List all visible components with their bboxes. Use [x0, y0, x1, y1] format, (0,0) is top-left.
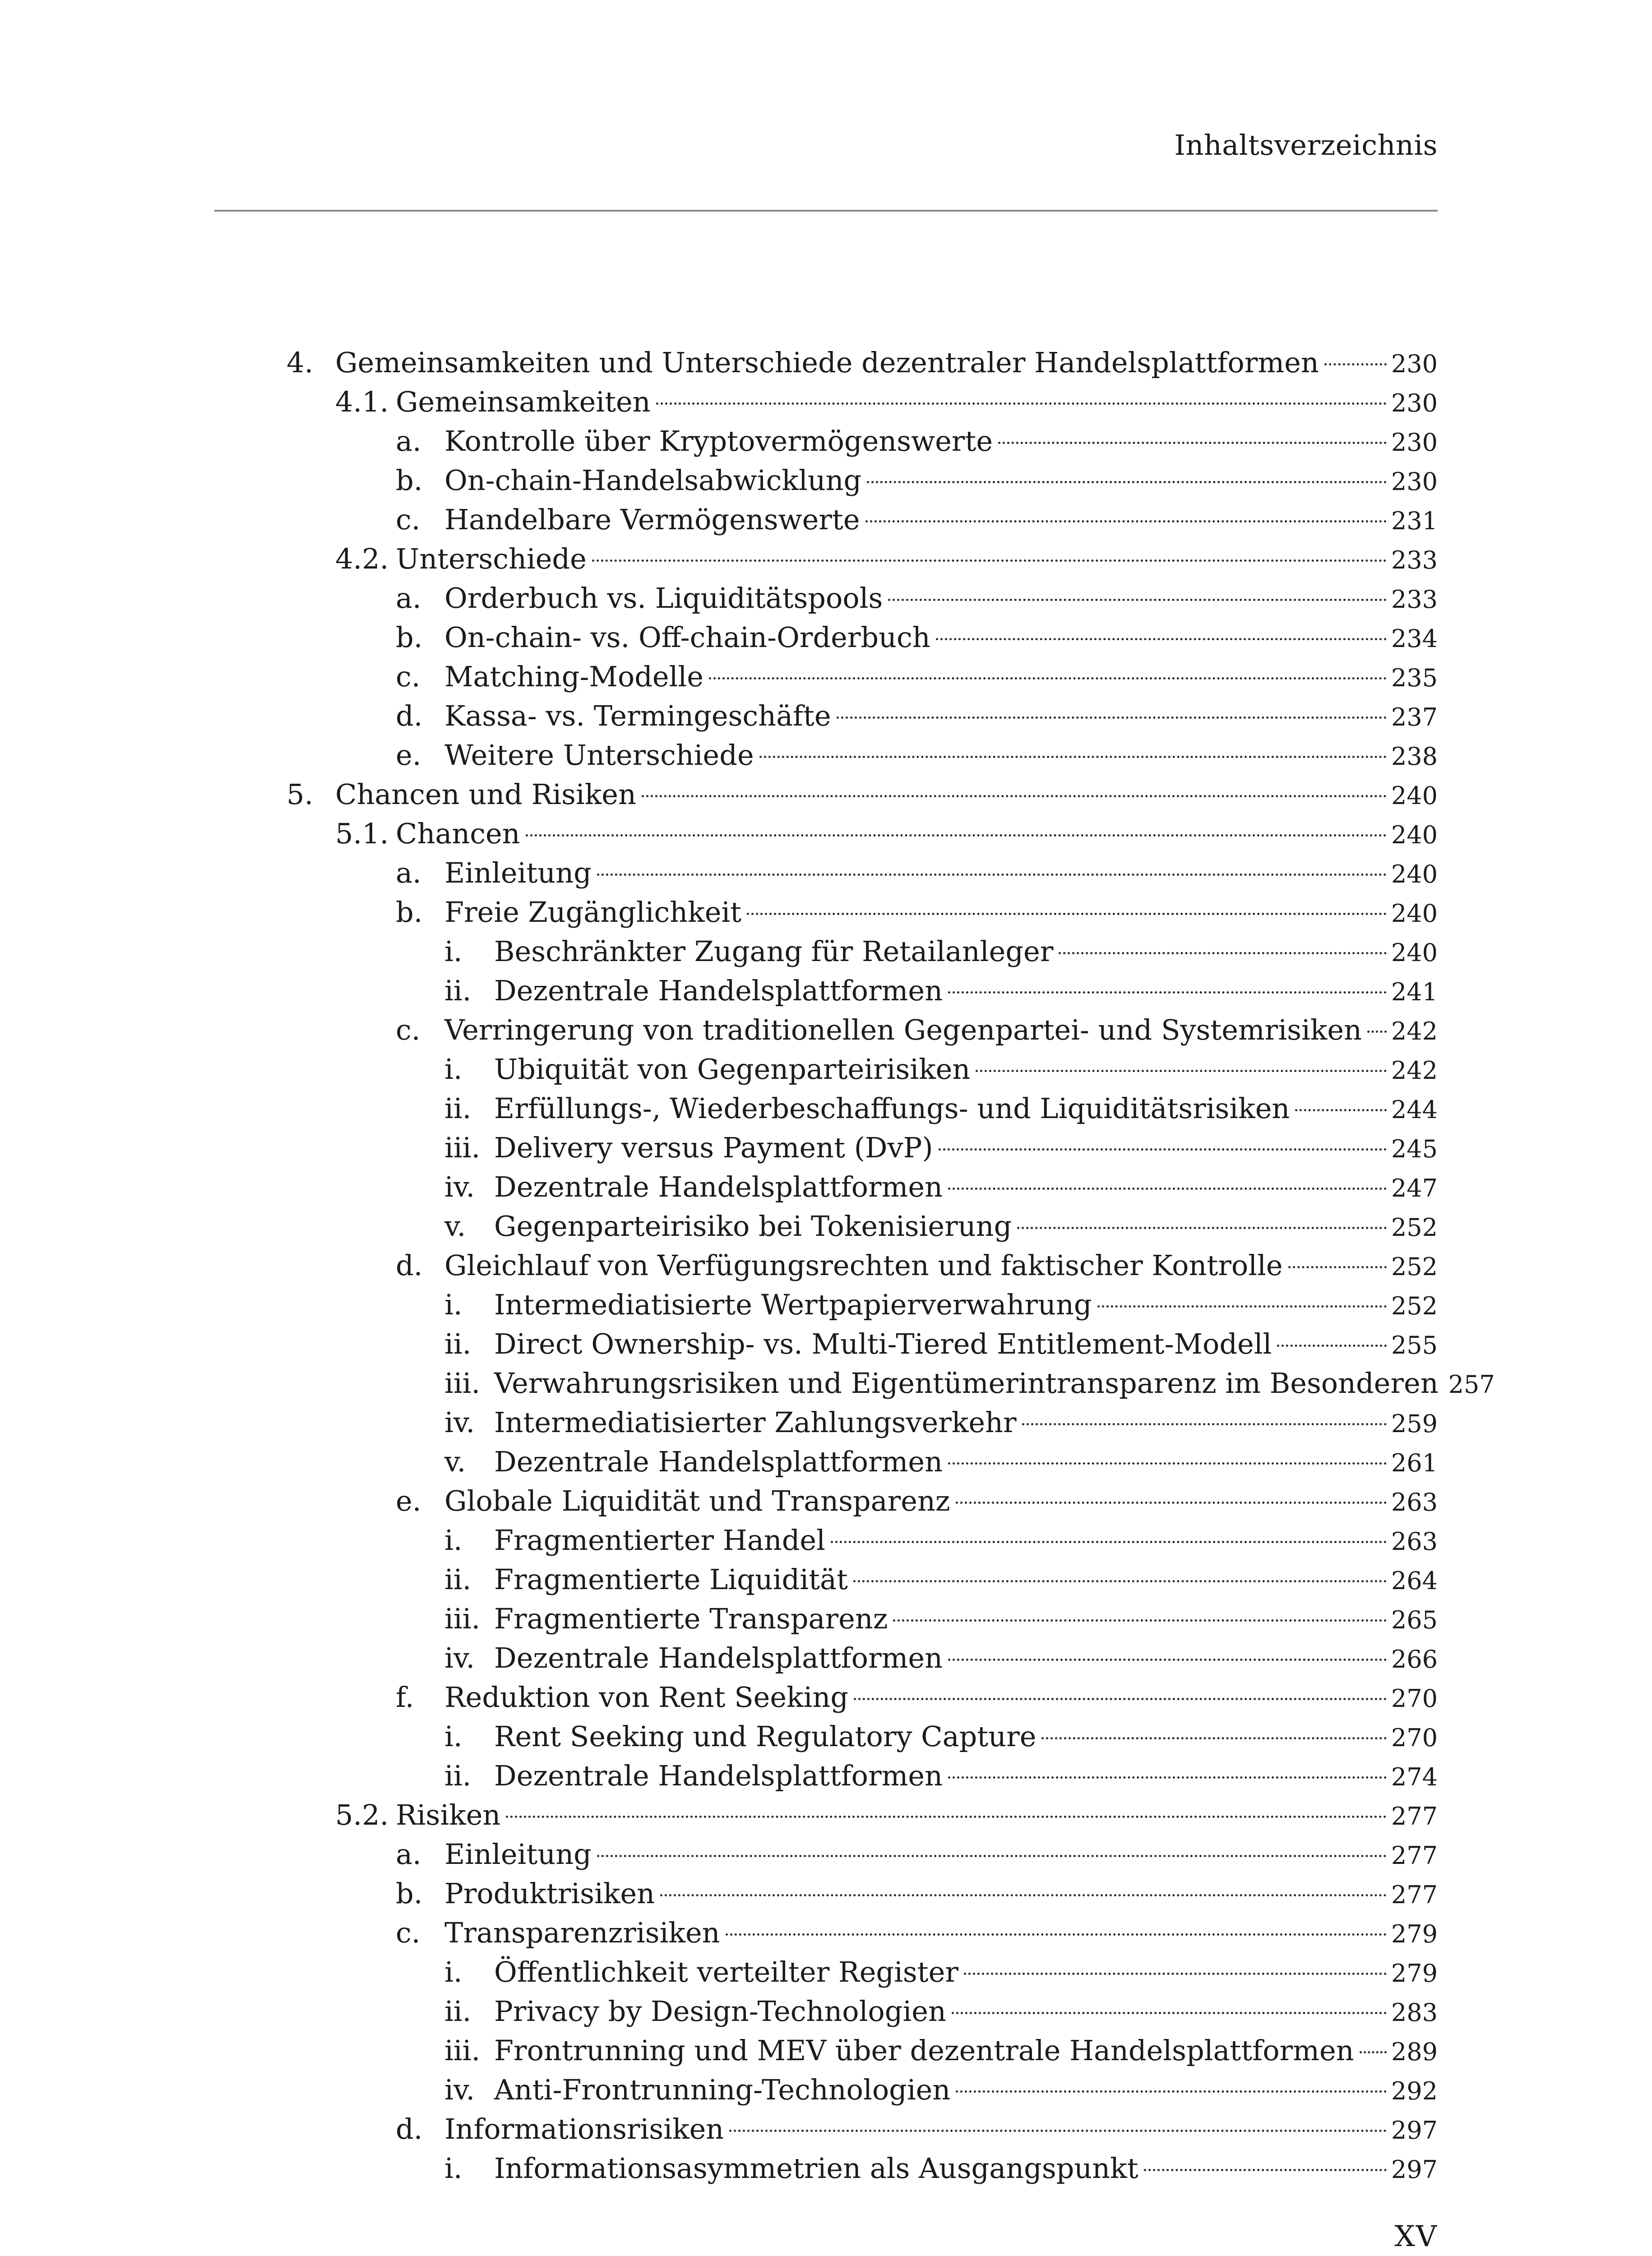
toc-entry-number: v. — [444, 1445, 466, 1478]
toc-entry[interactable] — [214, 932, 1438, 971]
toc-entry[interactable] — [214, 2109, 1438, 2149]
toc-entry-number: iv. — [444, 1406, 475, 1439]
dot-leader — [592, 559, 1387, 562]
dot-leader — [948, 991, 1387, 994]
toc-entry-title: Intermediatisierter Zahlungsverkehr — [494, 1406, 1017, 1439]
toc-entry[interactable] — [214, 461, 1438, 500]
toc-entry[interactable] — [214, 1207, 1438, 1246]
dot-leader — [729, 2130, 1387, 2132]
toc-entry-line — [494, 2070, 1438, 2111]
toc-entry[interactable] — [214, 421, 1438, 461]
toc-entry-number: iii. — [444, 1131, 481, 1164]
toc-entry-title: Dezentrale Handelsplattformen — [494, 974, 943, 1007]
toc-entry[interactable] — [214, 1952, 1438, 1992]
toc-entry[interactable] — [214, 1403, 1438, 1442]
dot-leader — [709, 677, 1387, 680]
toc-entry[interactable] — [214, 1442, 1438, 1481]
toc-entry-title: Kassa- vs. Termingeschäfte — [444, 699, 831, 732]
toc-entry-title: Fragmentierter Handel — [494, 1524, 825, 1557]
dot-leader — [867, 481, 1387, 483]
dot-leader — [1097, 1305, 1387, 1308]
dot-leader — [1324, 363, 1387, 365]
toc-entry-page: 289 — [1391, 2038, 1438, 2066]
toc-entry-line — [494, 1167, 1438, 1208]
toc-entry-number: d. — [396, 699, 423, 732]
toc-entry-line — [494, 1521, 1438, 1561]
dot-leader — [1022, 1423, 1387, 1425]
toc-entry-line — [444, 500, 1438, 541]
dot-leader — [964, 1973, 1387, 1975]
toc-entry-line — [444, 1835, 1438, 1875]
toc-entry-page: 252 — [1391, 1292, 1438, 1320]
toc-entry-title: Ubiquität von Gegenparteirisiken — [494, 1053, 971, 1086]
dot-leader — [893, 1619, 1387, 1622]
toc-entry-number: i. — [444, 1288, 463, 1321]
toc-entry[interactable] — [214, 1913, 1438, 1952]
toc-entry[interactable] — [214, 696, 1438, 735]
toc-entry-line — [444, 1874, 1438, 1914]
toc-entry-page: 259 — [1391, 1410, 1438, 1438]
toc-entry-number: iv. — [444, 1641, 475, 1674]
dot-leader — [642, 795, 1387, 797]
toc-entry-title: Handelbare Vermögenswerte — [444, 503, 860, 536]
toc-entry-page: 277 — [1391, 1881, 1438, 1909]
toc-entry[interactable] — [214, 1167, 1438, 1207]
dot-leader — [956, 1502, 1387, 1504]
toc-entry[interactable] — [214, 1324, 1438, 1364]
dot-leader — [865, 520, 1387, 522]
dot-leader — [939, 1148, 1387, 1151]
toc-entry-line — [494, 1442, 1438, 1483]
toc-entry-title: Fragmentierte Liquidität — [494, 1563, 848, 1596]
toc-entry-line — [494, 1403, 1438, 1443]
toc-entry-line — [494, 971, 1438, 1012]
toc-entry-page: 244 — [1391, 1096, 1438, 1124]
toc-entry-number: a. — [396, 425, 421, 458]
toc-entry-page: 242 — [1391, 1017, 1438, 1045]
toc-entry-line — [444, 1246, 1438, 1286]
toc-entry-page: 240 — [1391, 860, 1438, 888]
dot-leader — [976, 1070, 1387, 1072]
toc-entry-page: 240 — [1391, 938, 1438, 967]
toc-entry-title: Chancen — [396, 817, 520, 850]
toc-entry-page: 297 — [1391, 2155, 1438, 2184]
toc-entry-line — [494, 1952, 1438, 1993]
toc-entry-title: Beschränkter Zugang für Retailanleger — [494, 935, 1054, 968]
toc-entry-line — [444, 1913, 1438, 1954]
toc-entry-page: 242 — [1391, 1056, 1438, 1085]
dot-leader — [948, 1776, 1387, 1779]
dot-leader — [831, 1541, 1387, 1543]
toc-entry[interactable] — [214, 539, 1438, 578]
toc-entry-number: d. — [396, 2113, 423, 2145]
dot-leader — [936, 638, 1387, 640]
toc-entry-title: Informationsasymmetrien als Ausgangspunkt — [494, 2152, 1138, 2185]
toc-entry-page: 247 — [1391, 1174, 1438, 1202]
toc-entry[interactable] — [214, 853, 1438, 892]
toc-entry-number: 5. — [287, 778, 314, 811]
toc-entry-number: a. — [396, 856, 421, 889]
dot-leader — [506, 1816, 1387, 1818]
toc-entry-page: 257 — [1448, 1370, 1495, 1399]
toc-entry-page: 261 — [1391, 1449, 1438, 1477]
toc-entry-line — [396, 814, 1438, 855]
toc-entry-line — [444, 421, 1438, 462]
toc-entry-line — [444, 853, 1438, 894]
toc-entry-title: Dezentrale Handelsplattformen — [494, 1641, 943, 1674]
toc-entry-page: 283 — [1391, 1998, 1438, 2027]
toc-entry[interactable] — [214, 1010, 1438, 1049]
toc-entry-number: ii. — [444, 1995, 472, 2028]
toc-entry[interactable] — [214, 1638, 1438, 1678]
toc-entry-number: i. — [444, 1956, 463, 1988]
dot-leader — [948, 1659, 1387, 1661]
toc-entry[interactable] — [214, 500, 1438, 539]
toc-entry[interactable] — [214, 1364, 1495, 1403]
toc-entry-line — [494, 1324, 1438, 1365]
toc-entry[interactable] — [214, 578, 1438, 618]
toc-entry-title: Öffentlichkeit verteilter Register — [494, 1956, 958, 1988]
table-of-contents — [214, 343, 1495, 2188]
toc-entry-line — [396, 382, 1438, 423]
toc-entry-page: 241 — [1391, 978, 1438, 1006]
toc-entry-page: 292 — [1391, 2077, 1438, 2105]
toc-entry[interactable] — [214, 1128, 1438, 1167]
toc-entry-page: 277 — [1391, 1841, 1438, 1870]
dot-leader — [597, 1855, 1387, 1857]
toc-entry-page: 240 — [1391, 899, 1438, 928]
toc-entry-title: Intermediatisierte Wertpapierverwahrung — [494, 1288, 1092, 1321]
toc-entry-line — [444, 892, 1438, 933]
toc-entry-page: 252 — [1391, 1253, 1438, 1281]
toc-entry-number: e. — [396, 739, 421, 772]
toc-entry-line — [444, 657, 1438, 698]
toc-entry-number: 4.1. — [335, 385, 389, 418]
toc-entry-line — [396, 1795, 1438, 1836]
toc-entry-title: Risiken — [396, 1798, 501, 1831]
toc-entry-page: 270 — [1391, 1724, 1438, 1752]
toc-entry-title: Reduktion von Rent Seeking — [444, 1681, 849, 1714]
toc-entry-line — [444, 1678, 1438, 1718]
toc-entry-page: 277 — [1391, 1802, 1438, 1831]
toc-entry-line — [335, 775, 1438, 815]
dot-leader — [853, 1580, 1387, 1582]
toc-entry[interactable] — [214, 971, 1438, 1010]
dot-leader — [597, 874, 1387, 876]
toc-entry-line — [494, 1638, 1438, 1679]
toc-entry[interactable] — [214, 1835, 1438, 1874]
toc-entry[interactable] — [214, 1049, 1438, 1089]
toc-entry-number: v. — [444, 1210, 466, 1243]
toc-entry-page: 238 — [1391, 742, 1438, 771]
toc-entry-line — [444, 2109, 1438, 2150]
toc-entry-line — [494, 1285, 1438, 1326]
toc-entry-number: d. — [396, 1249, 423, 1282]
toc-entry-line — [444, 578, 1438, 619]
toc-entry-number: c. — [396, 1916, 421, 1949]
toc-entry-title: Einleitung — [444, 856, 592, 889]
dot-leader — [747, 913, 1387, 915]
toc-entry-title: Orderbuch vs. Liquiditätspools — [444, 582, 883, 615]
toc-entry-page: 235 — [1391, 664, 1438, 692]
dot-leader — [854, 1698, 1387, 1700]
toc-entry-title: Chancen und Risiken — [335, 778, 636, 811]
toc-entry-title: On-chain- vs. Off-chain-Orderbuch — [444, 621, 930, 654]
toc-entry-number: ii. — [444, 1563, 472, 1596]
toc-entry-title: Verwahrungsrisiken und Eigentümerintransparenz im Besonderen — [494, 1367, 1439, 1400]
toc-entry-title: Anti-Frontrunning-Technologien — [494, 2073, 951, 2106]
toc-entry-number: ii. — [444, 1092, 472, 1125]
dot-leader — [1041, 1737, 1386, 1739]
dot-leader — [1017, 1227, 1387, 1229]
toc-entry-line — [335, 343, 1438, 384]
toc-entry-number: iii. — [444, 2034, 481, 2067]
toc-entry-number: c. — [396, 503, 421, 536]
toc-entry-line — [494, 2149, 1438, 2189]
toc-entry-line — [494, 1756, 1438, 1797]
toc-entry-number: 5.2. — [335, 1798, 389, 1831]
toc-entry-number: iii. — [444, 1602, 481, 1635]
toc-entry[interactable] — [214, 1874, 1438, 1913]
toc-entry-page: 265 — [1391, 1606, 1438, 1634]
toc-entry-line — [494, 1049, 1438, 1090]
toc-entry-title: Kontrolle über Kryptovermögenswerte — [444, 425, 993, 458]
toc-entry-page: 279 — [1391, 1920, 1438, 1948]
toc-entry-title: Privacy by Design-Technologien — [494, 1995, 946, 2028]
toc-entry-page: 233 — [1391, 546, 1438, 574]
toc-entry-number: ii. — [444, 1327, 472, 1360]
toc-entry-title: Dezentrale Handelsplattformen — [494, 1170, 943, 1203]
toc-entry[interactable] — [214, 2070, 1438, 2109]
toc-entry-title: Erfüllungs-, Wiederbeschaffungs- und Liquiditätsrisiken — [494, 1092, 1290, 1125]
toc-entry[interactable] — [214, 2149, 1438, 2188]
toc-entry-title: Gegenparteirisiko bei Tokenisierung — [494, 1210, 1012, 1243]
toc-entry-page: 231 — [1391, 507, 1438, 535]
header-rule — [214, 210, 1438, 212]
dot-leader — [526, 834, 1387, 837]
toc-entry-number: b. — [396, 464, 423, 497]
toc-entry-title: Freie Zugänglichkeit — [444, 896, 742, 929]
toc-entry-title: Produktrisiken — [444, 1877, 655, 1910]
toc-entry[interactable] — [214, 775, 1438, 814]
toc-entry[interactable] — [214, 2031, 1438, 2070]
toc-entry[interactable] — [214, 382, 1438, 421]
toc-entry-line — [444, 696, 1438, 737]
toc-entry-title: Frontrunning und MEV über dezentrale Handelsplattformen — [494, 2034, 1354, 2067]
toc-entry-line — [494, 1364, 1495, 1404]
toc-entry-number: i. — [444, 1524, 463, 1557]
toc-entry-number: b. — [396, 621, 423, 654]
toc-entry-line — [494, 1992, 1438, 2032]
toc-entry[interactable] — [214, 814, 1438, 853]
toc-entry-number: i. — [444, 1720, 463, 1753]
toc-entry[interactable] — [214, 1717, 1438, 1756]
toc-entry-title: Globale Liquidität und Transparenz — [444, 1484, 950, 1517]
toc-entry-page: 297 — [1391, 2116, 1438, 2145]
toc-entry-title: Einleitung — [444, 1838, 592, 1871]
toc-entry-page: 230 — [1391, 389, 1438, 417]
dot-leader — [1295, 1109, 1387, 1111]
toc-entry-title: Rent Seeking und Regulatory Capture — [494, 1720, 1037, 1753]
toc-entry-number: ii. — [444, 1759, 472, 1792]
toc-entry-number: i. — [444, 2152, 463, 2185]
toc-entry-line — [396, 539, 1438, 580]
toc-entry-line — [444, 461, 1438, 501]
toc-entry[interactable] — [214, 1992, 1438, 2031]
toc-entry[interactable] — [214, 1678, 1438, 1717]
toc-entry-line — [494, 1207, 1438, 1247]
toc-entry-number: 4.2. — [335, 542, 389, 575]
toc-entry-number: e. — [396, 1484, 421, 1517]
dot-leader — [948, 1462, 1387, 1465]
toc-entry[interactable] — [214, 1089, 1438, 1128]
toc-entry-page: 230 — [1391, 350, 1438, 378]
dot-leader — [998, 442, 1387, 444]
toc-entry[interactable] — [214, 1560, 1438, 1599]
toc-entry-number: iii. — [444, 1367, 481, 1400]
toc-entry-line — [444, 618, 1438, 658]
toc-entry-number: i. — [444, 1053, 463, 1086]
toc-entry-number: c. — [396, 1013, 421, 1046]
toc-entry-page: 264 — [1391, 1567, 1438, 1595]
toc-entry-line — [444, 1010, 1438, 1051]
toc-entry-page: 233 — [1391, 585, 1438, 614]
toc-entry-title: Gemeinsamkeiten und Unterschiede dezentraler Handelsplattformen — [335, 346, 1319, 379]
toc-entry-page: 230 — [1391, 428, 1438, 457]
toc-entry-page: 234 — [1391, 624, 1438, 653]
dot-leader — [948, 1188, 1387, 1190]
toc-entry-line — [444, 1481, 1438, 1522]
toc-entry[interactable] — [214, 1285, 1438, 1324]
toc-entry[interactable] — [214, 1795, 1438, 1835]
toc-entry-title: Delivery versus Payment (DvP) — [494, 1131, 933, 1164]
toc-entry-page: 237 — [1391, 703, 1438, 731]
toc-entry[interactable] — [214, 343, 1438, 382]
toc-entry[interactable] — [214, 657, 1438, 696]
dot-leader — [726, 1933, 1387, 1936]
toc-entry-number: a. — [396, 582, 421, 615]
dot-leader — [759, 756, 1387, 758]
dot-leader — [1288, 1266, 1387, 1268]
toc-entry-title: Fragmentierte Transparenz — [494, 1602, 888, 1635]
toc-entry-page: 263 — [1391, 1488, 1438, 1516]
toc-entry[interactable] — [214, 1481, 1438, 1521]
toc-entry-number: c. — [396, 660, 421, 693]
toc-entry[interactable] — [214, 1521, 1438, 1560]
toc-entry-page: 245 — [1391, 1135, 1438, 1163]
toc-entry-line — [494, 1089, 1438, 1129]
dot-leader — [1367, 1031, 1387, 1033]
toc-entry-title: Gleichlauf von Verfügungsrechten und faktischer Kontrolle — [444, 1249, 1283, 1282]
toc-entry-title: Transparenzrisiken — [444, 1916, 720, 1949]
dot-leader — [660, 1894, 1387, 1896]
dot-leader — [1059, 952, 1387, 954]
toc-entry-number: b. — [396, 1877, 423, 1910]
toc-entry-title: Dezentrale Handelsplattformen — [494, 1445, 943, 1478]
toc-entry-page: 279 — [1391, 1959, 1438, 1988]
toc-entry-title: Direct Ownership- vs. Multi-Tiered Entitlement-Modell — [494, 1327, 1272, 1360]
toc-entry-page: 240 — [1391, 781, 1438, 810]
toc-entry-line — [494, 1128, 1438, 1169]
toc-entry-title: Verringerung von traditionellen Gegenpartei- und Systemrisiken — [444, 1013, 1362, 1046]
toc-entry-line — [444, 735, 1438, 776]
toc-entry-number: i. — [444, 935, 463, 968]
toc-entry-title: Dezentrale Handelsplattformen — [494, 1759, 943, 1792]
page-number: XV — [1394, 2220, 1438, 2253]
dot-leader — [656, 402, 1387, 405]
toc-entry-page: 266 — [1391, 1645, 1438, 1674]
toc-entry-title: Unterschiede — [396, 542, 587, 575]
toc-entry-title: Matching-Modelle — [444, 660, 703, 693]
toc-entry-page: 230 — [1391, 467, 1438, 496]
toc-entry-title: On-chain-Handelsabwicklung — [444, 464, 862, 497]
toc-entry-number: iv. — [444, 2073, 475, 2106]
toc-entry-line — [494, 1599, 1438, 1640]
toc-entry-line — [494, 932, 1438, 972]
toc-entry-title: Informationsrisiken — [444, 2113, 724, 2145]
toc-entry-number: 5.1. — [335, 817, 389, 850]
toc-entry[interactable] — [214, 1599, 1438, 1638]
toc-entry-title: Gemeinsamkeiten — [396, 385, 651, 418]
toc-entry-number: b. — [396, 896, 423, 929]
toc-entry[interactable] — [214, 1756, 1438, 1795]
toc-entry[interactable] — [214, 618, 1438, 657]
toc-entry[interactable] — [214, 735, 1438, 775]
toc-entry-page: 255 — [1391, 1331, 1438, 1359]
dot-leader — [952, 2012, 1387, 2014]
toc-entry-number: f. — [396, 1681, 414, 1714]
dot-leader — [837, 717, 1387, 719]
toc-entry-page: 270 — [1391, 1684, 1438, 1713]
dot-leader — [1144, 2169, 1387, 2171]
toc-entry-page: 240 — [1391, 821, 1438, 849]
toc-entry[interactable] — [214, 892, 1438, 932]
toc-entry-line — [494, 1717, 1438, 1757]
dot-leader — [956, 2090, 1387, 2093]
toc-entry-title: Weitere Unterschiede — [444, 739, 754, 772]
toc-entry-number: a. — [396, 1838, 421, 1871]
dot-leader — [1277, 1345, 1387, 1347]
toc-entry-line — [494, 1560, 1438, 1600]
toc-entry-line — [494, 2031, 1438, 2071]
toc-entry-page: 252 — [1391, 1213, 1438, 1242]
dot-leader — [888, 599, 1387, 601]
toc-entry-number: ii. — [444, 974, 472, 1007]
dot-leader — [1360, 2051, 1387, 2053]
toc-entry[interactable] — [214, 1246, 1438, 1285]
running-head: Inhaltsverzeichnis — [1174, 129, 1438, 162]
toc-entry-number: 4. — [287, 346, 314, 379]
toc-entry-number: iv. — [444, 1170, 475, 1203]
toc-entry-page: 263 — [1391, 1527, 1438, 1556]
toc-entry-page: 274 — [1391, 1763, 1438, 1791]
